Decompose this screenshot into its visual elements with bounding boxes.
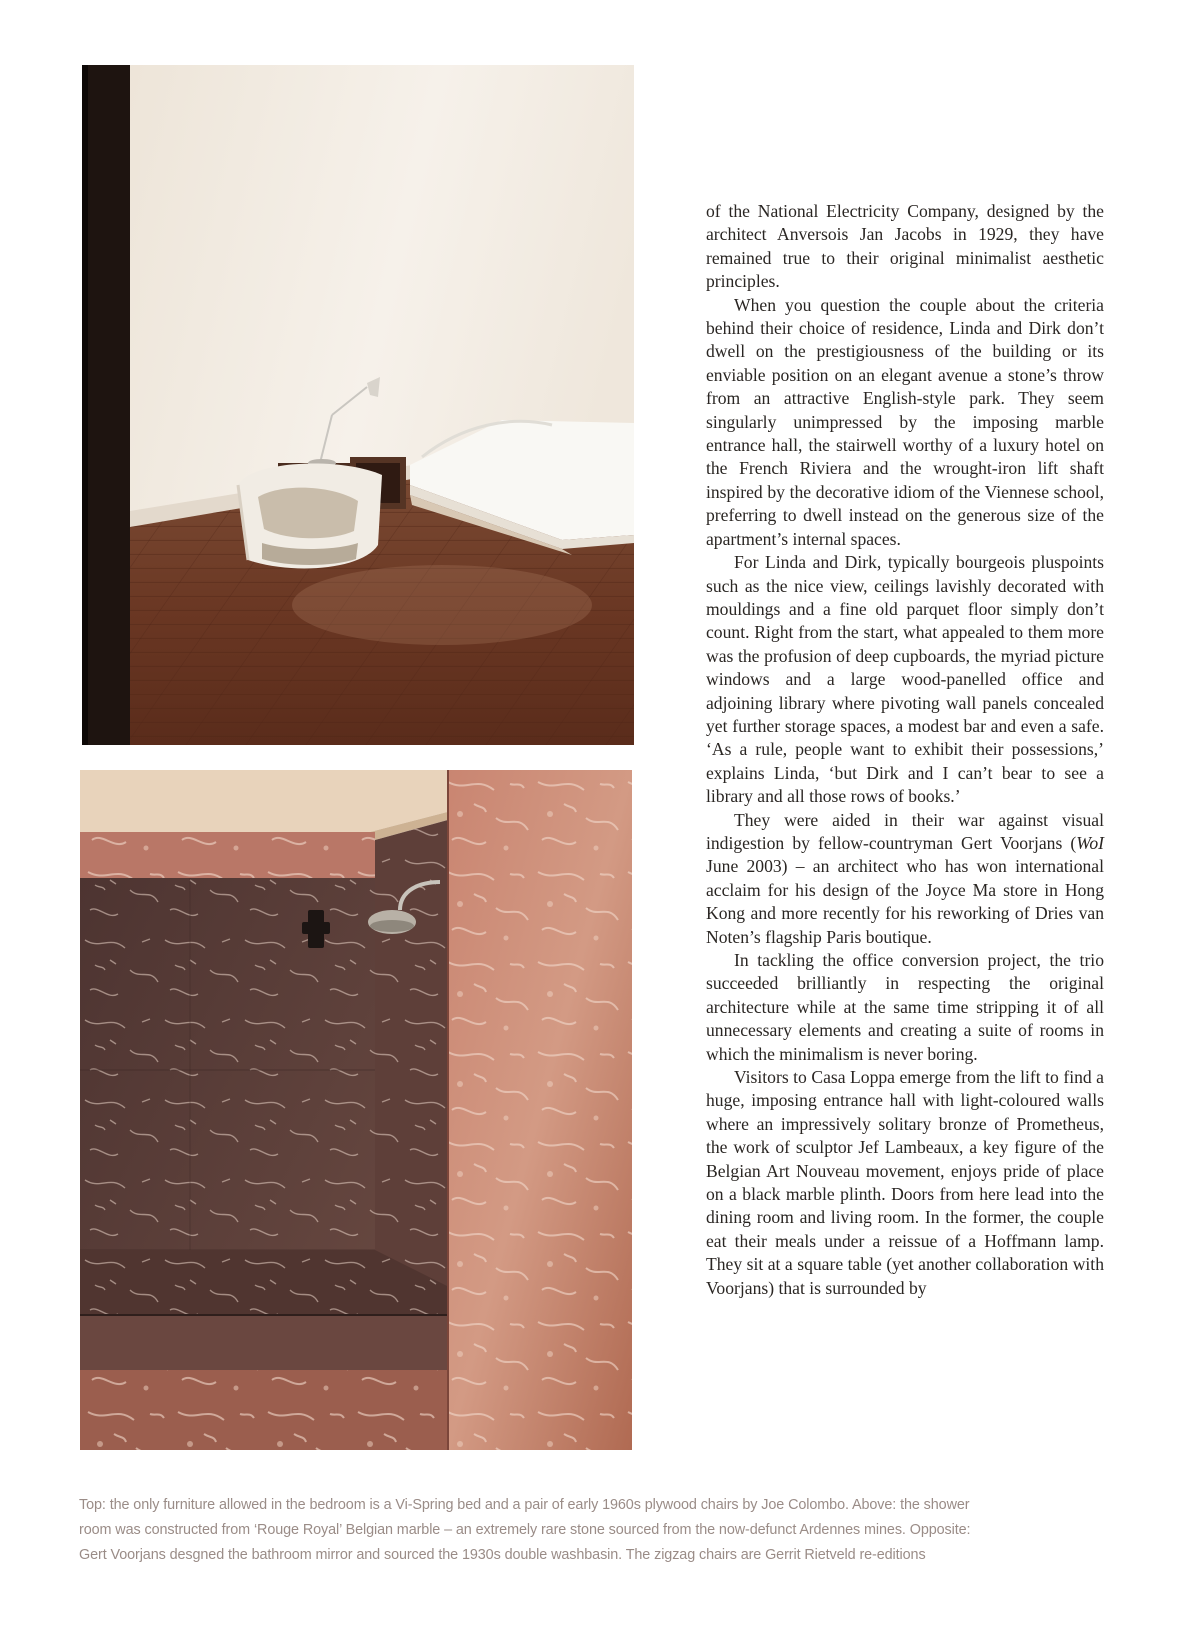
photo-caption: [79, 1493, 1109, 1568]
caption-line: Top: the only furniture allowed in the bedroom is a Vi-Spring bed and a pair of early 1960s plywood chairs by Joe Colombo. Above: the shower: [79, 1497, 970, 1513]
caption-line: room was constructed from ‘Rouge Royal’ Belgian marble – an extremely rare stone sourced from the now-defunct Ardennes mines. Opposite:: [79, 1522, 971, 1538]
shower-photo: [80, 770, 632, 1450]
article-paragraph: In tackling the office conversion project, the trio succeeded brilliantly in respecting the original architecture while at the same time stripping it of all unnecessary elements and creating a suite of rooms in which the minimalism is never boring.: [706, 950, 1104, 1064]
article-paragraph: [706, 809, 1104, 949]
bedroom-illustration: [82, 65, 634, 745]
article-paragraph: When you question the couple about the criteria behind their choice of residence, Linda and Dirk don’t dwell on the prestigiousness of the building or its enviable position on an elegant avenue a stone’s throw from an attractive English-style park. They seem singularly unimpressed by the imposing marble entrance hall, the stairwell worthy of a luxury hotel on the French Riviera and the wrought-iron lift shaft inspired by the decorative idiom of the Viennese school, preferring to dwell instead on the generous size of the apartment’s internal spaces.: [706, 294, 1104, 549]
bedroom-photo: [82, 65, 634, 745]
magazine-reference: WoI: [1076, 832, 1104, 853]
caption-line: Gert Voorjans desgned the bathroom mirror and sourced the 1930s double washbasin. The zigzag chairs are Gerrit Rietveld re-editions: [79, 1547, 926, 1563]
article-column: [706, 200, 1104, 1300]
article-text: They were aided in their war against visual indigestion by fellow-countryman Gert Voorjans (: [706, 809, 1104, 853]
article-paragraph: Visitors to Casa Loppa emerge from the lift to find a huge, imposing entrance hall with light-coloured walls where an impressively solitary bronze of Prometheus, the work of sculptor Jef Lambeaux, a key figure of the Belgian Art Nouveau movement, enjoys pride of place on a black marble plinth. Doors from here lead into the dining room and living room. In the former, the couple eat their meals under a reissue of a Hoffmann lamp. They sit at a square table (yet another collaboration with Voorjans) that is surrounded by: [706, 1067, 1104, 1298]
shower-illustration: [80, 770, 632, 1450]
article-paragraph: of the National Electricity Company, designed by the architect Anversois Jan Jacobs in 1929, they have remained true to their original minimalist aesthetic principles.: [706, 201, 1104, 292]
article-text: June 2003) – an architect who has won international acclaim for his design of the Joyce Ma store in Hong Kong and more recently for his reworking of Dries van Noten’s flagship Paris boutique.: [706, 856, 1104, 947]
article-paragraph: For Linda and Dirk, typically bourgeois pluspoints such as the nice view, ceilings lavishly decorated with mouldings and a fine old parquet floor simply don’t count. Right from the start, what appealed to them more was the profusion of deep cupboards, the myriad picture windows and a large wood-panelled office and adjoining library where pivoting wall panels concealed yet further storage spaces, a modest bar and even a safe. ‘As a rule, people want to exhibit their possessions,’ explains Linda, ‘but Dirk and I can’t bear to see a library and all those rows of books.’: [706, 552, 1104, 807]
